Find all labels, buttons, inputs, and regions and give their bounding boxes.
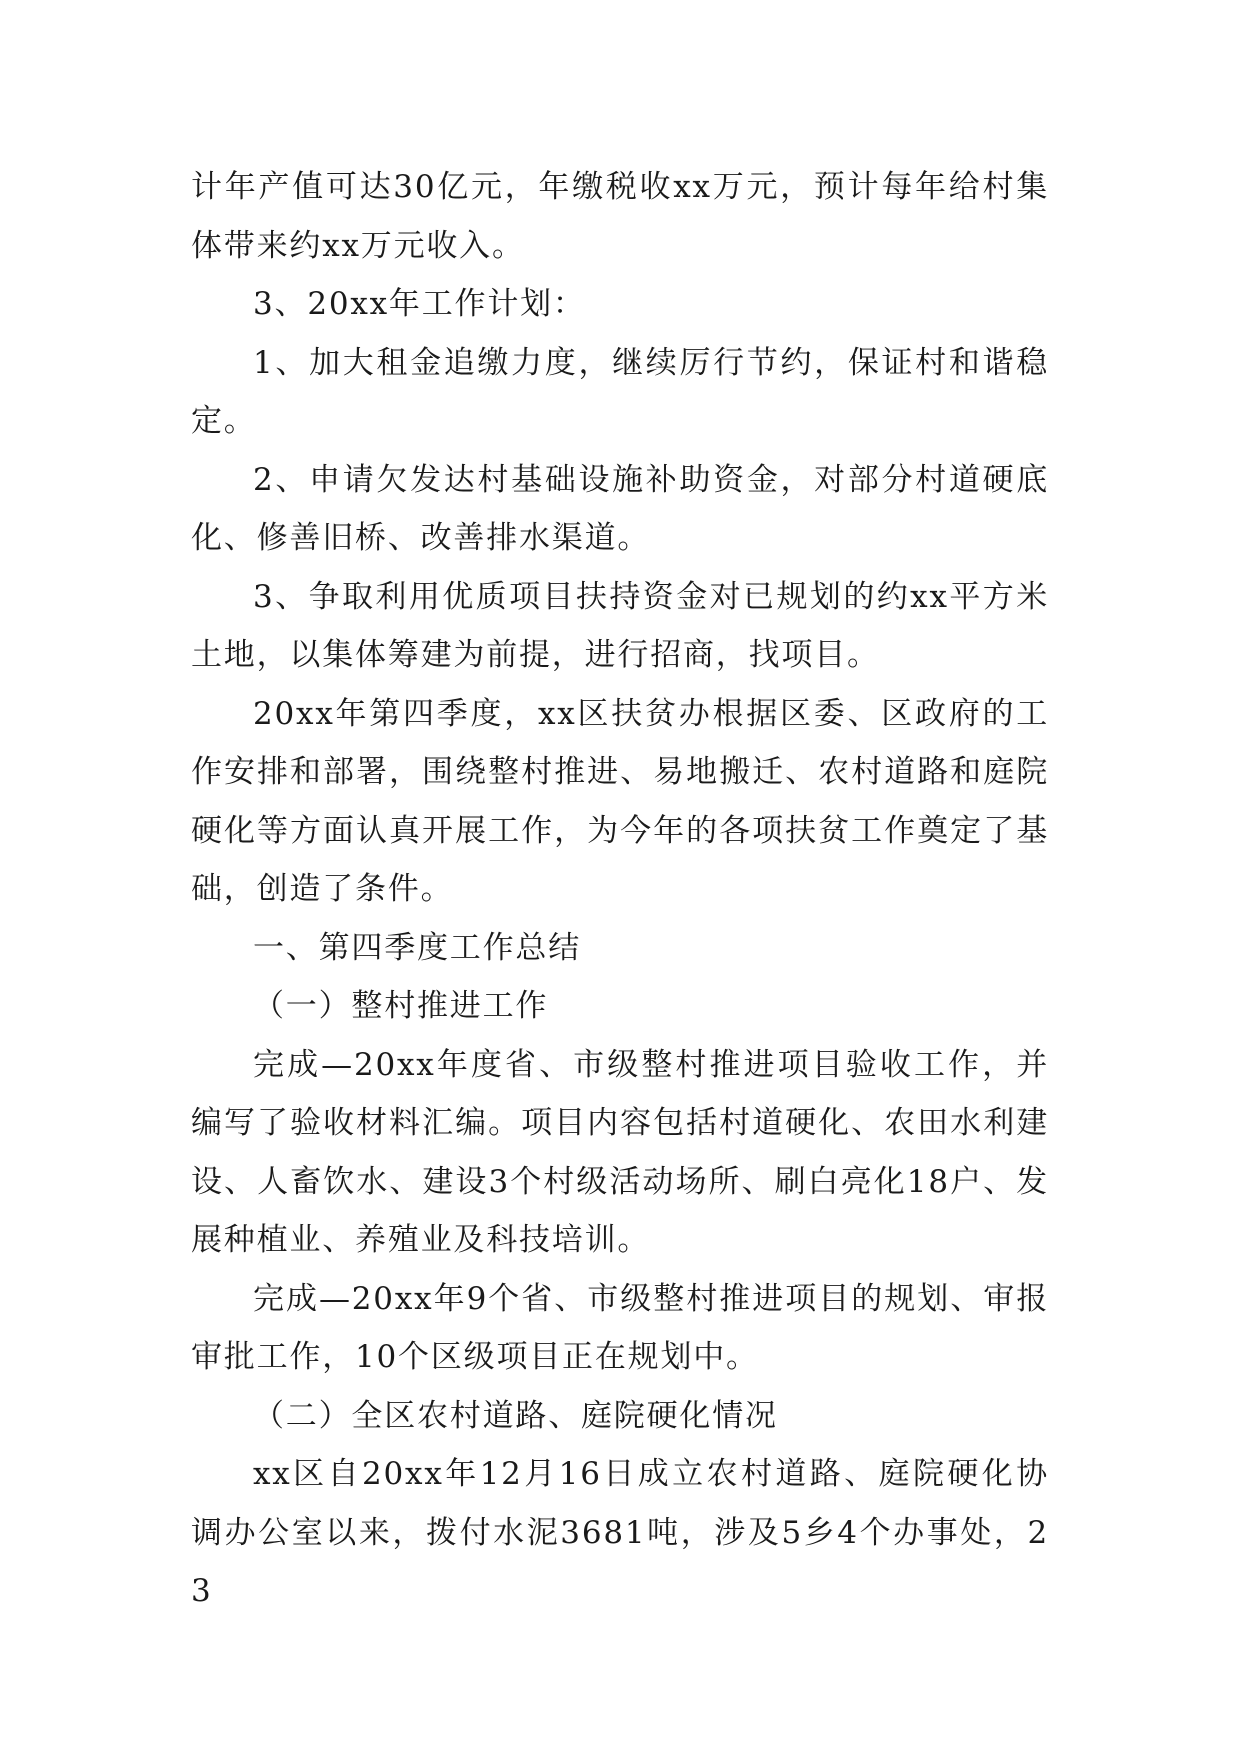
paragraph-plan-item-2: 2、申请欠发达村基础设施补助资金，对部分村道硬底化、修善旧桥、改善排水渠道。 [191,461,1049,556]
paragraph-plan-heading: 3、20xx年工作计划： [253,286,586,322]
subsection-heading-roads: （二）全区农村道路、庭院硬化情况 [253,1397,778,1434]
paragraph-plan-item-3: 3、争取利用优质项目扶持资金对已规划的约xx平方米土地，以集体筹建为前提，进行招商，找项目。 [191,578,1049,673]
paragraph-village-1: 完成—20xx年度省、市级整村推进项目验收工作，并编写了验收材料汇编。项目内容包括村道硬化、农田水利建设、人畜饮水、建设3个村级活动场所、刷白亮化18户、发展种植业、养殖业及科技培训。 [191,1046,1049,1258]
paragraph-continuation: 计年产值可达30亿元，年缴税收xx万元，预计每年给村集体带来约xx万元收入。 [191,169,1049,264]
section-heading-summary: 一、第四季度工作总结 [253,929,581,966]
subsection-heading-village: （一）整村推进工作 [253,988,549,1024]
document-body [191,158,1049,1621]
paragraph-roads-1: xx区自20xx年12月16日成立农村道路、庭院硬化协调办公室以来，拨付水泥3681吨，涉及5乡4个办事处，23 [191,1456,1049,1609]
paragraph-intro: 20xx年第四季度，xx区扶贫办根据区委、区政府的工作安排和部署，围绕整村推进、易地搬迁、农村道路和庭院硬化等方面认真开展工作，为今年的各项扶贫工作奠定了基础，创造了条件。 [191,695,1049,907]
paragraph-plan-item-1: 1、加大租金追缴力度，继续厉行节约，保证村和谐稳定。 [191,344,1049,439]
paragraph-village-2: 完成—20xx年9个省、市级整村推进项目的规划、审报审批工作，10个区级项目正在规划中。 [191,1280,1049,1375]
